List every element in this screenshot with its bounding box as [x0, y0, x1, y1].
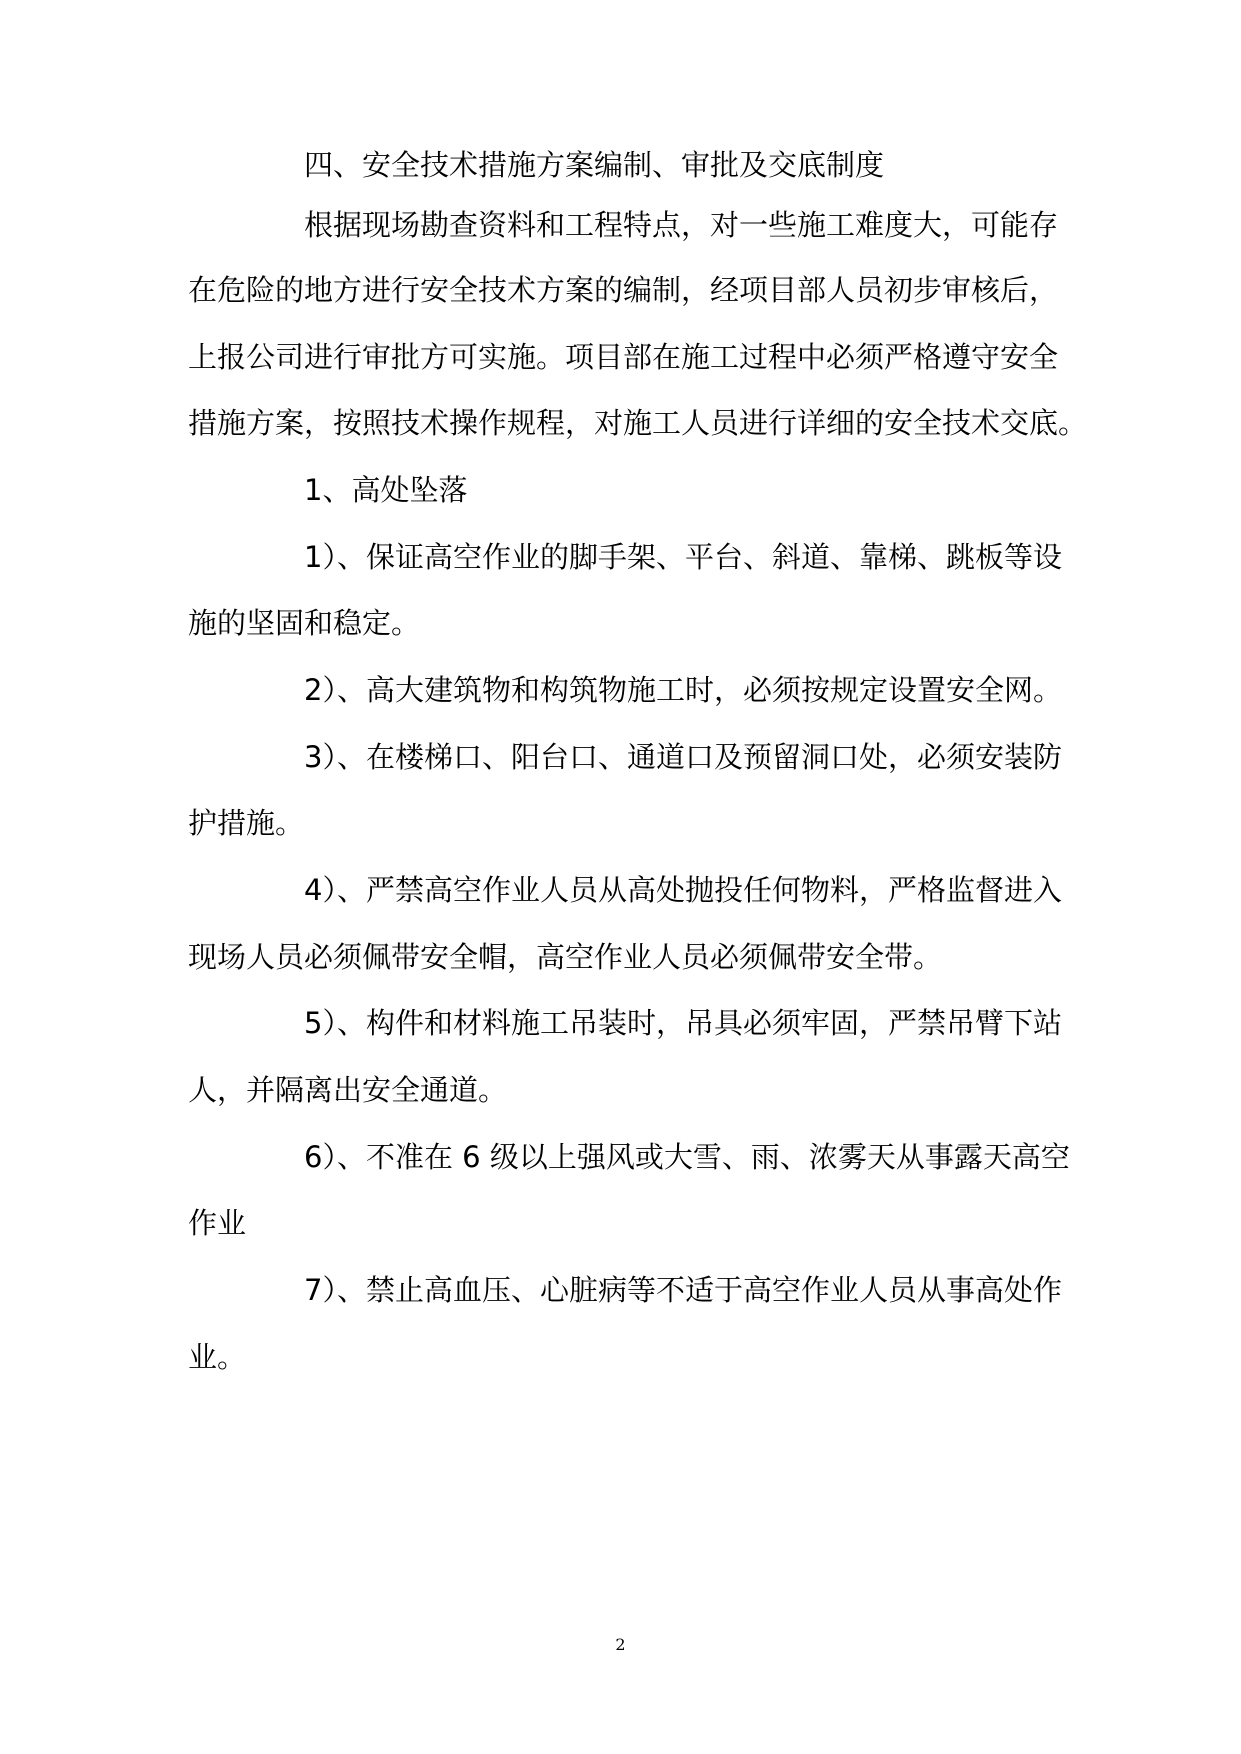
list-item-line: 业。	[188, 1340, 247, 1374]
list-item-line: 2）、高大建筑物和构筑物施工时，必须按规定设置安全网。	[304, 673, 1062, 707]
list-item-line: 作业	[188, 1206, 247, 1240]
page-number: 2	[615, 1635, 626, 1654]
list-item-line: 人，并隔离出安全通道。	[188, 1073, 508, 1107]
list-item-line: 现场人员必须佩带安全帽，高空作业人员必须佩带安全带。	[188, 940, 943, 974]
list-item-line: 施的坚固和稳定。	[188, 606, 421, 640]
paragraph-line: 上报公司进行审批方可实施。项目部在施工过程中必须严格遵守安全	[188, 340, 1059, 374]
list-item-line: 6）、不准在 6 级以上强风或大雪、雨、浓雾天从事露天高空	[304, 1140, 1070, 1174]
section-heading: 四、安全技术措施方案编制、审批及交底制度	[304, 148, 885, 182]
paragraph-line: 根据现场勘查资料和工程特点，对一些施工难度大，可能存	[304, 208, 1059, 242]
paragraph-line: 措施方案，按照技术操作规程，对施工人员进行详细的安全技术交底。	[188, 406, 1088, 440]
paragraph-line: 在危险的地方进行安全技术方案的编制，经项目部人员初步审核后，	[188, 273, 1059, 307]
list-item-line: 4）、严禁高空作业人员从高处抛投任何物料，严格监督进入	[304, 873, 1062, 907]
subsection-heading: 1、高处坠落	[304, 473, 468, 507]
list-item-line: 3）、在楼梯口、阳台口、通道口及预留洞口处，必须安装防	[304, 740, 1062, 774]
list-item-line: 护措施。	[188, 806, 305, 840]
list-item-line: 7）、禁止高血压、心脏病等不适于高空作业人员从事高处作	[304, 1273, 1062, 1307]
list-item-line: 1）、保证高空作业的脚手架、平台、斜道、靠梯、跳板等设	[304, 540, 1062, 574]
list-item-line: 5）、构件和材料施工吊装时，吊具必须牢固，严禁吊臂下站	[304, 1006, 1062, 1040]
